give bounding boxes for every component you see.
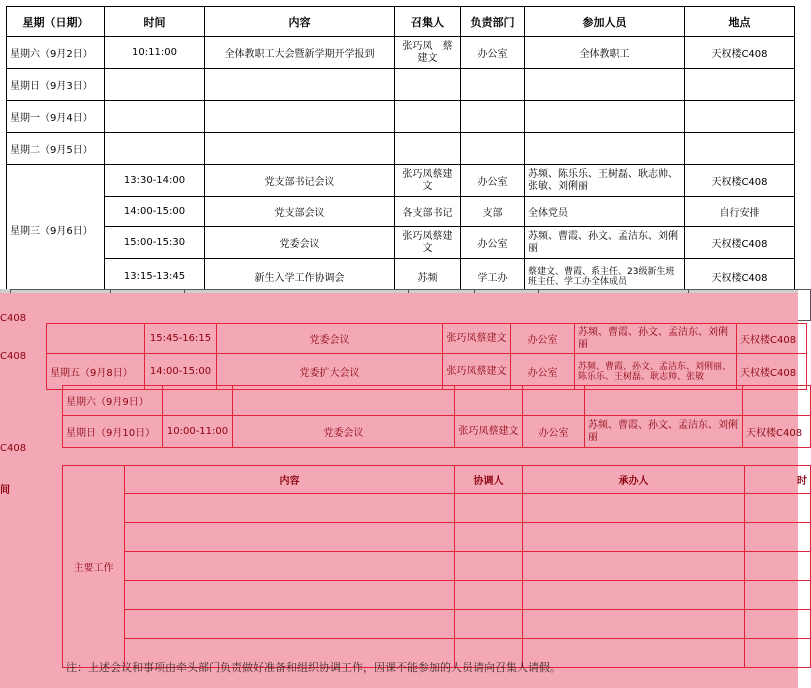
- place-cell: 天权楼C408: [743, 416, 811, 448]
- convener-cell: 张巧凤蔡建文: [455, 416, 523, 448]
- table-row: [7, 37, 795, 69]
- participants-cell: 全体教职工: [525, 37, 685, 69]
- table-row: [63, 610, 811, 639]
- dept-cell: 学工办: [461, 259, 525, 295]
- dept-cell: 办公室: [461, 227, 525, 259]
- col-participants-header: 参加人员: [525, 7, 685, 37]
- convener-cell: 各支部书记: [395, 197, 461, 227]
- table-row: [7, 165, 795, 197]
- table-row: [63, 581, 811, 610]
- pink-overlay-region: [0, 293, 807, 688]
- time-cell: 13:30-14:00: [105, 165, 205, 197]
- participants-cell: 苏频、曹霞、孙文、孟洁东、刘俐丽: [585, 416, 743, 448]
- convener-cell: 张巧凤蔡建文: [443, 354, 511, 390]
- place-fragment: C408: [0, 351, 27, 362]
- table-row: [63, 386, 811, 416]
- col-convener-header: 召集人: [395, 7, 461, 37]
- table-row: [7, 197, 795, 227]
- day-cell: 星期日（9月10日）: [63, 416, 163, 448]
- col-place-header: 地点: [685, 7, 795, 37]
- convener-cell: 张巧凤蔡建文: [443, 324, 511, 354]
- time-cell: 14:00-15:00: [145, 354, 217, 390]
- place-cell: 天权楼C408: [685, 165, 795, 197]
- place-fragment: C408: [0, 443, 27, 454]
- time-cell: 10:00-11:00: [163, 416, 233, 448]
- main-work-content-header: 内容: [125, 466, 455, 494]
- content-cell: 党委会议: [217, 324, 443, 354]
- day-cell: 星期五（9月8日）: [47, 354, 145, 390]
- main-work-time-header: 时: [745, 466, 811, 494]
- dept-cell: 办公室: [461, 37, 525, 69]
- place-fragment: C408: [0, 313, 27, 324]
- time-cell: 14:00-15:00: [105, 197, 205, 227]
- day-cell: 星期日（9月3日）: [7, 69, 105, 101]
- table-row: [63, 552, 811, 581]
- day-cell: 星期六（9月2日）: [7, 37, 105, 69]
- table-row: [7, 227, 795, 259]
- schedule-table: [6, 6, 795, 295]
- convener-cell: 张巧凤 蔡建文: [395, 37, 461, 69]
- table-row: [7, 133, 795, 165]
- time-cell: 10:11:00: [105, 37, 205, 69]
- participants-cell: 苏频、曹霞、孙文、孟洁东、刘俐丽、陈乐乐、王树磊、耿志帅、张敏: [575, 354, 737, 390]
- convener-cell: 张巧凤蔡建文: [395, 165, 461, 197]
- place-cell: 天权楼C408: [737, 354, 807, 390]
- content-cell: 党支部会议: [205, 197, 395, 227]
- time-cell: 15:00-15:30: [105, 227, 205, 259]
- main-work-header-row: [63, 466, 811, 494]
- dept-cell: 办公室: [511, 324, 575, 354]
- col-time-header: 时间: [105, 7, 205, 37]
- place-cell: 天权楼C408: [737, 324, 807, 354]
- table-row: [47, 324, 807, 354]
- col-dept-header: 负责部门: [461, 7, 525, 37]
- dept-cell: 办公室: [461, 165, 525, 197]
- content-cell: 党委会议: [233, 416, 455, 448]
- day-cell: 星期三（9月6日）: [7, 165, 105, 295]
- header-row: [7, 7, 795, 37]
- dept-cell: 支部: [461, 197, 525, 227]
- time-header-fragment: 间: [0, 485, 10, 496]
- convener-cell: 苏频: [395, 259, 461, 295]
- place-cell: 天权楼C408: [685, 37, 795, 69]
- main-work-table: [62, 465, 811, 668]
- table-row: [7, 69, 795, 101]
- table-row: [63, 523, 811, 552]
- main-work-label: 主要工作: [63, 466, 125, 668]
- place-cell: 自行安排: [685, 197, 795, 227]
- participants-cell: 蔡建文、曹霞、系主任、23级新生班班主任、学工办全体成员: [525, 259, 685, 295]
- time-cell: 13:15-13:45: [105, 259, 205, 295]
- main-work-organizer-header: 承办人: [523, 466, 745, 494]
- time-cell: 15:45-16:15: [145, 324, 217, 354]
- footer-note: 注：上述会议和事项由牵头部门负责做好准备和组织协调工作，因课不能参加的人员请向召集人请假。: [66, 661, 561, 674]
- dept-cell: 办公室: [511, 354, 575, 390]
- content-cell: 党委会议: [205, 227, 395, 259]
- dept-cell: 办公室: [523, 416, 585, 448]
- col-day-header: 星期（日期）: [7, 7, 105, 37]
- day-cell: 星期一（9月4日）: [7, 101, 105, 133]
- content-cell: 新生入学工作协调会: [205, 259, 395, 295]
- participants-cell: 全体党员: [525, 197, 685, 227]
- day-cell: 星期六（9月9日）: [63, 386, 163, 416]
- table-row: [63, 416, 811, 448]
- col-content-header: 内容: [205, 7, 395, 37]
- participants-cell: 苏频、曹霞、孙文、孟洁东、刘俐丽: [525, 227, 685, 259]
- day-cell: 星期二（9月5日）: [7, 133, 105, 165]
- table-row: [63, 494, 811, 523]
- content-cell: 党支部书记会议: [205, 165, 395, 197]
- participants-cell: 苏频、曹霞、孙文、孟洁东、刘俐丽: [575, 324, 737, 354]
- main-work-coordinator-header: 协调人: [455, 466, 523, 494]
- content-cell: 党委扩大会议: [217, 354, 443, 390]
- place-cell: 天权楼C408: [685, 259, 795, 295]
- place-cell: 天权楼C408: [685, 227, 795, 259]
- content-cell: 全体教职工大会暨新学期开学报到: [205, 37, 395, 69]
- participants-cell: 苏频、陈乐乐、王树磊、耿志帅、张敏、刘俐丽: [525, 165, 685, 197]
- convener-cell: 张巧凤蔡建文: [395, 227, 461, 259]
- table-row: [7, 101, 795, 133]
